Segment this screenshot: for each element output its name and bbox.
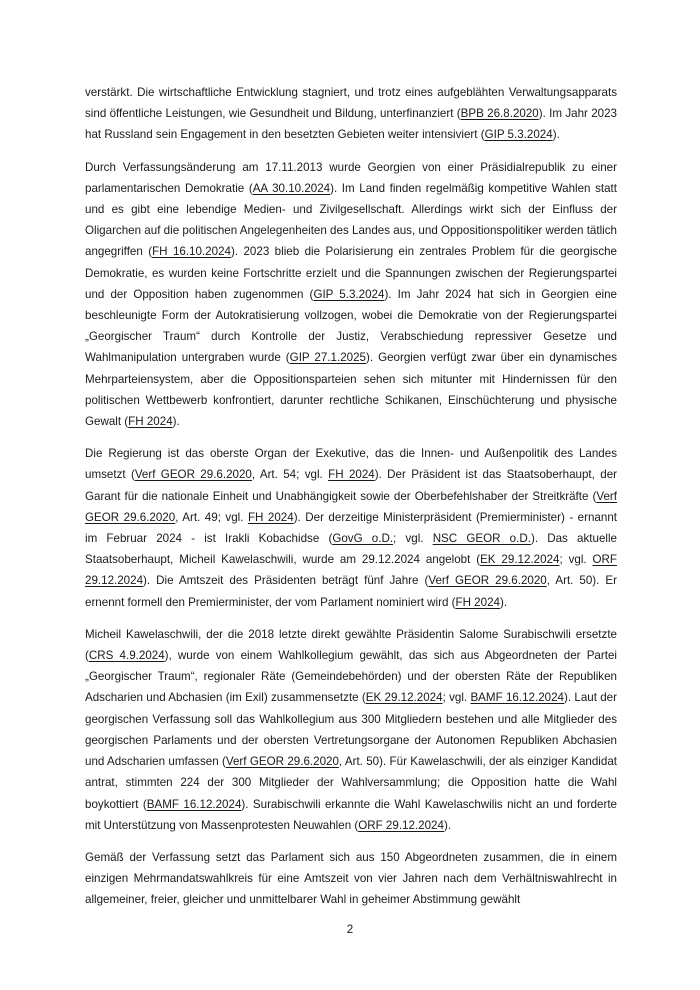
text-run: , Art. 50). Für Kawelaschwili, der als einziger Kandidat antrat, stimmten 224 der 300 Mitglieder der Wahlversammlung; die Opposition hatte die Wahl boykottiert (	[85, 755, 618, 811]
text-run: Gemäß der Verfassung setzt das Parlament sich aus 150 Abgeordneten zusammen, die in einem einzigen Mehrmandatswahlkreis für eine Amtszeit von vier Jahren nach dem Verhältniswahlrecht in allgemeiner, freier, gleicher und unmittelbarer Wahl in geheimer Abstimmung gewählt	[85, 850, 617, 907]
text-run: Die Regierung ist das oberste Organ der Exekutive, das die Innen- und Außenpolitik des Landes umsetzt (	[85, 447, 617, 482]
text-run: Micheil Kawelaschwili, der die 2018 letzte direkt gewählte Präsidentin Salome Surabischwili ersetzte (	[85, 627, 617, 663]
text-run: , Art. 49; vgl.	[175, 510, 248, 524]
citation-link[interactable]: NSC GEOR o.D.	[432, 532, 531, 546]
text-run: ). Das aktuelle Staatsoberhaupt, Micheil Kawelaschwili, wurde am 29.12.2024 angelobt (	[85, 532, 617, 567]
page-number: 2	[346, 923, 354, 936]
citation-link[interactable]: FH 2024	[247, 510, 294, 524]
text-run: ). Im Jahr 2024 hat sich in Georgien eine beschleunigte Form der Autokratisierung vollzogen, wobei die Demokratie von der Regierungspartei „Georgischer Traum“ durch Kontrolle der Justiz, Verabschiedung repressiver Gesetze und Wahlmanipulation untergraben wurde (	[85, 287, 618, 365]
text-run: Durch Verfassungsänderung am 17.11.2013 wurde Georgien von einer Präsidialrepublik zu einer parlamentarischen Demokratie (	[85, 160, 617, 195]
citation-link[interactable]: GIP 27.1.2025	[289, 351, 367, 365]
citation-link[interactable]: AA 30.10.2024	[252, 181, 331, 195]
text-run: ). Laut der georgischen Verfassung soll das Wahlkollegium aus 300 Mitgliedern bestehen und alle Mitglieder des georgischen Parlaments und der obersten Vertretungsorgane der Autonomen Republiken Abchasien und Adscharien umfassen (	[85, 691, 617, 769]
citation-link[interactable]: BAMF 16.12.2024	[470, 691, 564, 705]
text-run: ). Der derzeitige Ministerpräsident (Premierminister) - ernannt im Februar 2024 - ist Irakli Kobachidse (	[85, 510, 617, 546]
citation-link[interactable]: EK 29.12.2024	[365, 691, 443, 705]
text-run: ; vgl.	[393, 532, 433, 546]
paragraph	[85, 82, 617, 146]
text-run: , Art. 54; vgl.	[251, 468, 329, 482]
citation-link[interactable]: Verf GEOR 29.6.2020	[85, 489, 617, 524]
text-run: ). Georgien verfügt zwar über ein dynamisches Mehrparteiensystem, aber die Oppositionsparteien sehen sich mitunter mit Hindernissen für den politischen Wettbewerb konfrontiert, darunter rechtliche Schikanen, Einschüchterung und physische Gewalt (	[85, 351, 617, 429]
text-run: ). Im Land finden regelmäßig kompetitive Wahlen statt und es gibt eine lebendige Medien- und Zivilgesellschaft. Allerdings wirkt sich der Einfluss der Oligarchen auf die politischen Angelegenheiten des Landes aus, und Oppositionspolitiker werden tätlich angegriffen (	[85, 181, 617, 259]
text-run: ).	[443, 818, 452, 832]
citation-link[interactable]: FH 2024	[128, 415, 173, 429]
paragraph	[85, 847, 617, 911]
citation-link[interactable]: FH 2024	[455, 595, 500, 609]
paragraph	[85, 157, 617, 433]
citation-link[interactable]: Verf GEOR 29.6.2020	[225, 755, 339, 769]
citation-link[interactable]: Verf GEOR 29.6.2020	[428, 574, 547, 588]
text-run: ). Der Präsident ist das Staatsoberhaupt, der Garant für die nationale Einheit und Unabhängigkeit sowie der Oberbefehlshaber der Streitkräfte (	[85, 468, 617, 503]
citation-link[interactable]: FH 2024	[328, 468, 375, 482]
paragraph	[85, 624, 617, 836]
text-run: ). 2023 blieb die Polarisierung ein zentrales Problem für die georgische Demokratie, es wurden keine Fortschritte erzielt und die Spannungen zwischen der Regierungspartei und der Opposition haben zugenommen (	[85, 245, 618, 301]
paragraph	[85, 443, 617, 613]
text-run: ). Surabischwili erkannte die Wahl Kawelaschwilis nicht an und forderte mit Unterstützung von Massenprotesten Neuwahlen (	[85, 797, 618, 832]
text-run: verstärkt. Die wirtschaftliche Entwicklung stagniert, und trotz eines aufgeblähten Verwaltungsapparats sind öffentliche Leistungen, wie Gesundheit und Bildung, unterfinanziert (	[85, 86, 617, 121]
text-run: , Art. 50). Er ernennt formell den Premierminister, der vom Parlament nominiert wird (	[85, 574, 617, 609]
citation-link[interactable]: FH 16.10.2024	[152, 245, 231, 259]
citation-link[interactable]: BAMF 16.12.2024	[146, 797, 242, 811]
citation-link[interactable]: ORF 29.12.2024	[358, 818, 444, 832]
text-run: ).	[172, 415, 180, 429]
citation-link[interactable]: GIP 5.3.2024	[313, 287, 385, 301]
text-run: ). Im Jahr 2023 hat Russland sein Engagement in den besetzten Gebieten weiter intensiviert (	[85, 107, 617, 142]
citation-link[interactable]: BPB 26.8.2020	[460, 107, 539, 121]
citation-link[interactable]: Verf GEOR 29.6.2020	[134, 468, 252, 482]
citation-link[interactable]: GIP 5.3.2024	[484, 128, 553, 142]
citation-link[interactable]: ORF 29.12.2024	[85, 553, 617, 588]
text-run: ). Die Amtszeit des Präsidenten beträgt fünf Jahre (	[143, 574, 429, 588]
text-run: ), wurde von einem Wahlkollegium gewählt, das sich aus Abgeordneten der Partei „Georgischer Traum“, regionaler Räte (Gemeindebehörden) und der obersten Räte der Republiken Adscharien und Abchasien (im Exil) zusammensetzte (	[85, 649, 617, 705]
citation-link[interactable]: GovG o.D.	[332, 532, 394, 546]
text-run: ).	[499, 595, 508, 609]
citation-link[interactable]: EK 29.12.2024	[480, 553, 560, 567]
text-run: ; vgl.	[442, 691, 471, 705]
text-run: ).	[552, 128, 560, 142]
citation-link[interactable]: CRS 4.9.2024	[88, 649, 165, 663]
text-run: ; vgl.	[559, 553, 593, 567]
